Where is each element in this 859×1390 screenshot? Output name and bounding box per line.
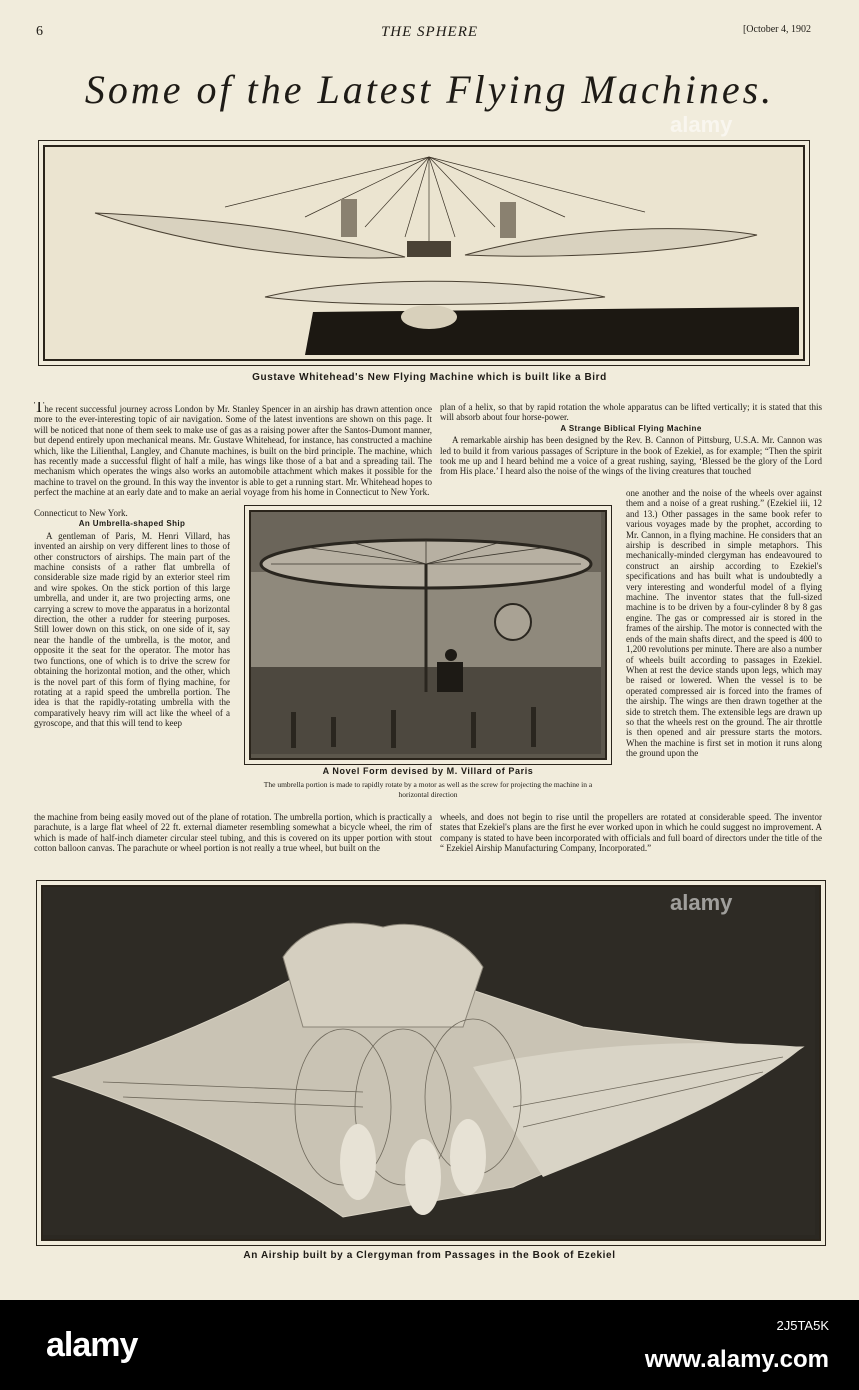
ezekiel-airship-photo	[41, 885, 821, 1241]
watermark: alamy	[670, 112, 733, 137]
drop-cap: T	[34, 402, 45, 416]
subheading-umbrella-ship: An Umbrella-shaped Ship	[78, 519, 186, 529]
stock-logo: alamy	[46, 1326, 138, 1364]
article-paragraph-2: A gentleman of Paris, M. Henri Villard, has invented an airship on very different lines to those of other constructors of airships. The main part of the machine consists of a rather flat umbrella of considerable size made rigid by an exterior steel rim and wire spokes. On the stick portion of this large umbrella, and under it, are two projecting arms, one carrying a screw to move the apparatus in a horizontal direction, the other a rudder for steering purposes. Still lower down on this stick, on one side of it, say near the handle of the umbrella, is the motor, and opposite it the seat for the operator. The motor has two functions, one of which is to drive the screw for obtaining the horizontal motion, and the other, which is the novel part of this form of flying machine, for rotating at a rapid speed the umbrella portion. The idea is that the rapidly-rotating umbrella with the comparatively heavy rim will act like the wheel of a gyroscope, and that this will tend to keep	[34, 530, 230, 729]
middle-figure-caption: A Novel Form devised by M. Villard of Paris	[322, 766, 534, 776]
article-column-left-narrow	[34, 508, 230, 812]
article-column-right-upper	[440, 402, 822, 490]
article-paragraph-6: wheels, and does not begin to rise until the propellers are rotated at considerable speed. The inventor states that Ezekiel's plans are the first he ever worked upon in which he could suggest no improvement. A company is stated to have been incorporated with officials and full board of directors under the title of the “ Ezekiel Airship Manufacturing Company, Incorporated.”	[440, 812, 822, 854]
article-column-right-narrow	[626, 488, 822, 812]
whitehead-machine-illustration	[43, 145, 805, 361]
page-number: 6	[36, 24, 43, 39]
article-paragraph-5: one another and the noise of the wheels over against them and a noise of a great rushing.” (Ezekiel iii, 12 and 13.) Other passages in the same book refer to various voyages made by the prophet, according to Mr. Cannon, in a flying machine. He considers that an airship is described in simple metaphors. This mechanically-minded clergyman has endeavoured to construct an airship according to Ezekiel's specifications and has built what is undoubtedly a very interesting and wonderful model of a flying machine. The inventor states that the full-sized machine is to be driven by a four-cylinder 8 by 8 gas engine. The gas or compressed air is stored in the frames of the airship. The motor is connected with the ends of the main shafts direct, and the speed is 400 to 1,200 revolutions per minute. There are also a number of wheels built according to passages in Ezekiel. When at rest the device stands upon legs, which may be raised or lowered. When the vessel is to be operated compressed air is forced into the frames of the airship. The wings are then drawn together at the side to stretch them. The extensible legs are drawn up so that the wheels rest on the ground. The air throttle is then opened and air pressure starts the motors. When the machine is first set in motion it runs along the ground upon the	[626, 488, 822, 759]
villard-umbrella-photo	[251, 512, 601, 754]
top-figure-frame	[38, 140, 810, 366]
article-column-left	[34, 402, 432, 508]
bottom-figure-frame	[36, 880, 826, 1246]
article-column-left-lower	[34, 812, 432, 864]
middle-figure-subcaption: The umbrella portion is made to rapidly rotate by a motor as well as the screw for projecting the machine in a horizontal direction	[263, 780, 593, 799]
article-paragraph-3: plan of a helix, so that by rapid rotation the whole apparatus can be lifted vertically; it is stated that this will absorb about four horse-power.	[440, 402, 822, 423]
article-column-right-lower	[440, 812, 822, 864]
whitehead-machine-drawing	[45, 147, 799, 355]
middle-figure-frame	[244, 505, 612, 765]
bottom-figure-caption: An Airship built by a Clergyman from Passages in the Book of Ezekiel	[243, 1250, 616, 1261]
article-paragraph-2-continued: the machine from being easily moved out of the plane of rotation. The umbrella portion, which is practically a parachute, is a large flat wheel of 22 ft. external diameter resembling somewhat a bicycle wheel, the rim of which is made of half-inch diameter circular steel tubing, and this is covered on its upper portion with stout cotton balloon canvas. The parachute or wheel portion is not really a true wheel, but built on the	[34, 812, 432, 854]
article-paragraph-1: he recent successful journey across London by Mr. Stanley Spencer in an airship has drawn attention once more to the ever-interesting topic of air navigation. Some of the latest inventions are shown on this page. It will be noticed that none of them seek to make use of gas as a raising power after the Santos-Dumont manner, but depend entirely upon mechanical means. Mr. Gustave Whitehead, for instance, has constructed a machine which, like the Lilienthal, Langley, and Chanute machines, is built on the bird principle. The machine, which has recently made a successful flight of half a mile, has wings like those of a bat and a spreading tail. The mechanism which operates the wings also works an automobile attachment which makes it possible for the machine to travel on the ground. In this way the inventor is able to get a running start. Mr. Whitehead hopes to perfect the machine at an early date and to make an aerial voyage from his home in Connecticut to New York.	[34, 404, 432, 498]
ezekiel-airship-drawing	[43, 887, 815, 1235]
stock-image-id: 2J5TA5K	[776, 1318, 829, 1333]
stock-banner	[0, 1300, 859, 1390]
page-title: Some of the Latest Flying Machines.	[84, 67, 775, 112]
watermark: alamy	[670, 890, 733, 915]
villard-machine-photo	[249, 510, 607, 760]
subheading-biblical-machine: A Strange Biblical Flying Machine	[560, 423, 702, 433]
continued-paragraph-1: Connecticut to New York.	[34, 508, 128, 518]
masthead: THE SPHERE	[380, 24, 479, 40]
top-figure-caption: Gustave Whitehead's New Flying Machine which is built like a Bird	[252, 372, 607, 383]
article-paragraph-4: A remarkable airship has been designed by the Rev. B. Cannon of Pittsburg, U.S.A. Mr. Cannon was led to build it from various passages of Scripture in the book of Ezekiel, as for example; “Then the spirit took me up and I heard behind me a voice of a great rushing, saying, ‘Blessed be the glory of the Lord from His place.’ I heard also the noise of the wings of the living creatures that touched	[440, 435, 822, 477]
issue-date: [October 4, 1902	[742, 24, 811, 35]
stock-site-url: www.alamy.com	[644, 1346, 829, 1373]
